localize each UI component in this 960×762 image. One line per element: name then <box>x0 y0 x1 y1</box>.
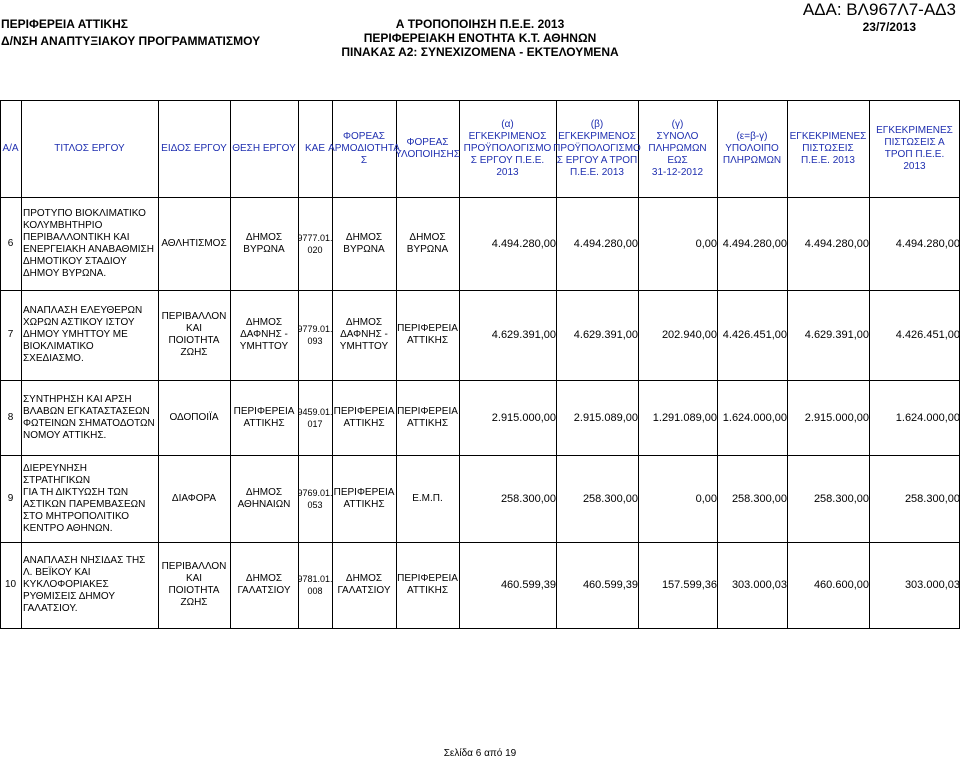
row-amount-credits_amend: 4.494.280,00 <box>895 237 960 250</box>
row-aa-text: 6 <box>7 237 14 249</box>
column-header <box>160 100 228 197</box>
column-header-text: Α/Α <box>2 142 19 154</box>
row-implementing-text: Ε.Μ.Π. <box>412 492 443 504</box>
row-competent-text: ΔΗΜΟΣ ΒΥΡΩΝΑ <box>343 231 385 255</box>
row-type-text: ΠΕΡΙΒΑΛΛΟΝ ΚΑΙ ΠΟΙΟΤΗΤΑ ΖΩΗΣ <box>161 561 227 608</box>
row-location-text: ΠΕΡΙΦΕΡΕΙΑ ΑΤΤΙΚΗΣ <box>233 405 295 429</box>
table-gridline <box>332 100 333 628</box>
column-header-text: ΦΟΡΕΑΣ ΑΡΜΟΔΙΟΤΗΤΑ Σ <box>328 130 400 166</box>
row-type <box>160 197 228 290</box>
row-amount-credits_amend: 1.624.000,00 <box>895 411 960 424</box>
row-amount-b: 4.494.280,00 <box>573 237 638 250</box>
document-date: 23/7/2013 <box>862 20 916 34</box>
row-aa-text: 9 <box>7 492 14 504</box>
row-amount-a: 4.629.391,00 <box>491 329 556 341</box>
row-kae-text: 9769.01. 053 <box>297 487 333 510</box>
row-aa <box>2 197 19 290</box>
row-competent <box>334 197 394 290</box>
row-competent-text: ΠΕΡΙΦΕΡΕΙΑ ΑΤΤΙΚΗΣ <box>333 486 395 510</box>
row-kae <box>297 542 333 628</box>
column-header-text: ΕΙΔΟΣ ΕΡΓΟΥ <box>161 142 227 154</box>
row-kae <box>297 455 333 542</box>
table-gridline <box>396 100 397 628</box>
column-header <box>328 100 400 197</box>
table-gridline <box>717 100 718 628</box>
row-aa <box>2 290 19 380</box>
column-header <box>2 100 19 197</box>
row-amount-credits_amend: 303.000,03 <box>904 579 960 591</box>
table-gridline <box>158 100 159 628</box>
row-amount-b: 460.599,39 <box>582 579 638 591</box>
table-gridline <box>459 100 460 628</box>
row-type-text: ΔΙΑΦΟΡΑ <box>171 492 217 504</box>
column-header-text: (γ) ΣΥΝΟΛΟ ΠΛΗΡΩΜΩΝ ΕΩΣ 31-12-2012 <box>648 118 707 178</box>
row-amount-credits: 258.300,00 <box>813 492 869 505</box>
column-header <box>23 100 156 197</box>
column-header <box>871 100 958 197</box>
row-implementing-text: ΠΕΡΙΦΕΡΕΙΑ ΑΤΤΙΚΗΣ <box>397 573 458 596</box>
row-amount-e: 4.426.451,00 <box>722 329 787 341</box>
row-amount-e: 4.494.280,00 <box>722 237 787 250</box>
row-amount-a: 460.599,39 <box>500 579 556 591</box>
row-aa <box>2 455 19 542</box>
row-title <box>23 290 156 380</box>
row-competent <box>334 290 394 380</box>
row-title-text: ΣΥΝΤΗΡΗΣΗ ΚΑΙ ΑΡΣΗ ΒΛΑΒΩΝ ΕΓΚΑΤΑΣΤΑΣΕΩΝ ΦΩΤΕΙΝΩΝ ΣΗΜΑΤΟΔΟΤΩΝ ΝΟΜΟΥ ΑΤΤΙΚΗΣ. <box>23 393 155 441</box>
page-number: Σελίδα 6 από 19 <box>443 748 517 759</box>
row-kae <box>297 197 333 290</box>
row-implementing <box>398 290 457 380</box>
row-amount-b: 258.300,00 <box>582 492 638 505</box>
row-amount-c: 157.599,36 <box>661 579 717 591</box>
column-header-text: ΚΑΕ <box>304 142 325 154</box>
region-name: ΠΕΡΙΦΕΡΕΙΑ ΑΤΤΙΚΗΣ <box>1 17 128 31</box>
row-type-text: ΠΕΡΙΒΑΛΛΟΝ ΚΑΙ ΠΟΙΟΤΗΤΑ ΖΩΗΣ <box>161 311 227 358</box>
table-gridline <box>0 100 1 628</box>
row-type <box>160 542 228 628</box>
row-implementing <box>398 197 457 290</box>
row-amount-c: 0,00 <box>695 237 717 250</box>
row-aa-text: 10 <box>4 579 17 590</box>
row-kae-text: 9459.01. 017 <box>297 406 333 429</box>
row-type-text: ΑΘΛΗΤΙΣΜΟΣ <box>161 237 227 249</box>
table-gridline <box>230 100 231 628</box>
column-header <box>232 100 296 197</box>
row-aa <box>2 542 19 628</box>
row-title-text: ΑΝΑΠΛΑΣΗ ΕΛΕΥΘΕΡΩΝ ΧΩΡΩΝ ΑΣΤΙΚΟΥ ΙΣΤΟΥ ΔΗΜΟΥ ΥΜΗΤΤΟΥ ΜΕ ΒΙΟΚΛΙΜΑΤΙΚΟ ΣΧΕΔΙΑΣΜΟ. <box>23 305 143 364</box>
row-location <box>232 380 296 455</box>
row-location-text: ΔΗΜΟΣ ΑΘΗΝΑΙΩΝ <box>237 486 291 510</box>
column-header <box>553 100 641 197</box>
row-location <box>232 455 296 542</box>
table-gridline <box>0 628 960 629</box>
row-kae-text: 9777.01. 020 <box>297 232 333 255</box>
row-amount-b: 2.915.089,00 <box>573 411 638 424</box>
row-kae <box>297 380 333 455</box>
table-gridline <box>869 100 870 628</box>
row-kae-text: 9779.01. 093 <box>297 324 333 346</box>
row-location <box>232 542 296 628</box>
row-location-text: ΔΗΜΟΣ ΔΑΦΝΗΣ - ΥΜΗΤΤΟΥ <box>239 317 289 352</box>
row-amount-credits_amend: 4.426.451,00 <box>895 329 960 341</box>
directorate-name: Δ/ΝΣΗ ΑΝΑΠΤΥΞΙΑΚΟΥ ΠΡΟΓΡΑΜΜΑΤΙΣΜΟΥ <box>1 34 261 48</box>
row-title-text: ΠΡΟΤΥΠΟ ΒΙΟΚΛΙΜΑΤΙΚΟ ΚΟΛΥΜΒΗΤΗΡΙΟ ΠΕΡΙΒΑΛΛΟΝΤΙΚΗ ΚΑΙ ΕΝΕΡΓΕΙΑΚΗ ΑΝΑΒΑΘΜΙΣΗ ΔΗΜΟΤΙΚΟΥ ΣΤΑΔΙΟΥ ΔΗΜΟΥ ΒΥΡΩΝΑ. <box>23 207 154 279</box>
row-aa-text: 8 <box>7 411 14 423</box>
row-amount-credits_amend: 258.300,00 <box>904 492 960 505</box>
row-competent <box>334 542 394 628</box>
column-header-text: ΕΓΚΕΚΡΙΜΕΝΕΣ ΠΙΣΤΩΣΕΙΣ Α ΤΡΟΠ Π.Ε.Ε. 2013 <box>876 124 953 172</box>
row-aa-text: 7 <box>7 329 14 340</box>
row-type <box>160 380 228 455</box>
column-header-text: (α) ΕΓΚΕΚΡΙΜΕΝΟΣ ΠΡΟΫΠΟΛΟΓΙΣΜΟ Σ ΕΡΓΟΥ Π.Ε.Ε. 2013 <box>463 118 552 178</box>
row-title <box>23 542 156 628</box>
row-implementing-text: ΠΕΡΙΦΕΡΕΙΑ ΑΤΤΙΚΗΣ <box>397 323 458 346</box>
regional-unit: ΠΕΡΙΦΕΡΕΙΑΚΗ ΕΝΟΤΗΤΑ Κ.Τ. ΑΘΗΝΩΝ <box>363 31 597 45</box>
row-title <box>23 197 156 290</box>
row-location <box>232 197 296 290</box>
row-title-text: ΑΝΑΠΛΑΣΗ ΝΗΣΙΔΑΣ ΤΗΣ Λ. ΒΕΪΚΟΥ ΚΑΙ ΚΥΚΛΟΦΟΡΙΑΚΕΣ ΡΥΘΜΙΣΕΙΣ ΔΗΜΟΥ ΓΑΛΑΤΣΙΟΥ. <box>23 555 146 614</box>
row-amount-credits: 460.600,00 <box>813 579 869 591</box>
row-location-text: ΔΗΜΟΣ ΓΑΛΑΤΣΙΟΥ <box>237 573 291 596</box>
column-header <box>395 100 460 197</box>
row-location-text: ΔΗΜΟΣ ΒΥΡΩΝΑ <box>243 231 285 255</box>
document-title: Α ΤΡΟΠΟΠΟΙΗΣΗ Π.Ε.Ε. 2013 <box>395 17 565 31</box>
row-amount-e: 258.300,00 <box>731 492 787 505</box>
table-gridline <box>21 100 22 628</box>
table-gridline <box>638 100 639 628</box>
table-gridline <box>556 100 557 628</box>
column-header-text: ΦΟΡΕΑΣ ΥΛΟΠΟΙΗΣΗΣ <box>395 136 460 160</box>
table-title: ΠΙΝΑΚΑΣ Α2: ΣΥΝΕΧΙΖΟΜΕΝΑ - ΕΚΤΕΛΟΥΜΕΝΑ <box>341 45 619 59</box>
row-competent-text: ΔΗΜΟΣ ΓΑΛΑΤΣΙΟΥ <box>337 573 391 596</box>
row-amount-a: 2.915.000,00 <box>491 411 556 424</box>
row-amount-c: 0,00 <box>695 492 717 505</box>
row-implementing <box>398 542 457 628</box>
row-competent-text: ΠΕΡΙΦΕΡΕΙΑ ΑΤΤΙΚΗΣ <box>333 405 395 429</box>
row-amount-c: 202.940,00 <box>661 329 717 341</box>
table-gridline <box>298 100 299 628</box>
row-competent <box>334 455 394 542</box>
row-kae <box>297 290 333 380</box>
row-amount-e: 303.000,03 <box>731 579 787 591</box>
row-type <box>160 290 228 380</box>
row-aa <box>2 380 19 455</box>
row-implementing-text: ΠΕΡΙΦΕΡΕΙΑ ΑΤΤΙΚΗΣ <box>397 405 458 429</box>
row-implementing <box>398 380 457 455</box>
row-amount-a: 258.300,00 <box>500 492 556 505</box>
row-amount-credits: 2.915.000,00 <box>804 411 869 424</box>
table-gridline <box>787 100 788 628</box>
row-amount-a: 4.494.280,00 <box>491 237 556 250</box>
column-header <box>300 100 330 197</box>
row-implementing <box>398 455 457 542</box>
column-header <box>789 100 867 197</box>
column-header-text: ΕΓΚΕΚΡΙΜΕΝΕΣ ΠΙΣΤΩΣΕΙΣ Π.Ε.Ε. 2013 <box>789 130 867 166</box>
row-amount-credits: 4.494.280,00 <box>804 237 869 250</box>
row-amount-credits: 4.629.391,00 <box>804 329 869 341</box>
row-competent-text: ΔΗΜΟΣ ΔΑΦΝΗΣ - ΥΜΗΤΤΟΥ <box>339 317 389 352</box>
column-header-text: ΤΙΤΛΟΣ ΕΡΓΟΥ <box>54 142 125 154</box>
row-amount-c: 1.291.089,00 <box>652 411 717 424</box>
column-header-text: ΘΕΣΗ ΕΡΓΟΥ <box>232 142 296 154</box>
row-title <box>23 380 156 455</box>
row-title-text: ΔΙΕΡΕΥΝΗΣΗ ΣΤΡΑΤΗΓΙΚΩΝ ΓΙΑ ΤΗ ΔΙΚΤΥΩΣΗ ΤΩΝ ΑΣΤΙΚΩΝ ΠΑΡΕΜΒΑΣΕΩΝ ΣΤΟ ΜΗΤΡΟΠΟΛΙΤΙΚΟ ΚΕΝΤΡΟ ΑΘΗΝΩΝ. <box>23 462 146 534</box>
column-header <box>640 100 715 197</box>
row-amount-b: 4.629.391,00 <box>573 329 638 341</box>
row-implementing-text: ΔΗΜΟΣ ΒΥΡΩΝΑ <box>406 231 449 255</box>
ada-code: ΑΔΑ: ΒΛ967Λ7-ΑΔ3 <box>802 0 956 19</box>
row-kae-text: 9781.01. 008 <box>297 574 333 596</box>
row-title <box>23 455 156 542</box>
row-location <box>232 290 296 380</box>
row-amount-e: 1.624.000,00 <box>722 411 787 424</box>
row-type-text: ΟΔΟΠΟΙΪΑ <box>169 411 219 423</box>
column-header-text: (β) ΕΓΚΕΚΡΙΜΕΝΟΣ ΠΡΟΫΠΟΛΟΓΙΣΜΟ Σ ΕΡΓΟΥ Α ΤΡΟΠ Π.Ε.Ε. 2013 <box>553 118 641 178</box>
row-competent <box>334 380 394 455</box>
row-type <box>160 455 228 542</box>
column-header-text: (ε=β-γ) ΥΠΟΛΟΙΠΟ ΠΛΗΡΩΜΩΝ <box>722 130 782 166</box>
column-header <box>461 100 554 197</box>
column-header <box>719 100 785 197</box>
